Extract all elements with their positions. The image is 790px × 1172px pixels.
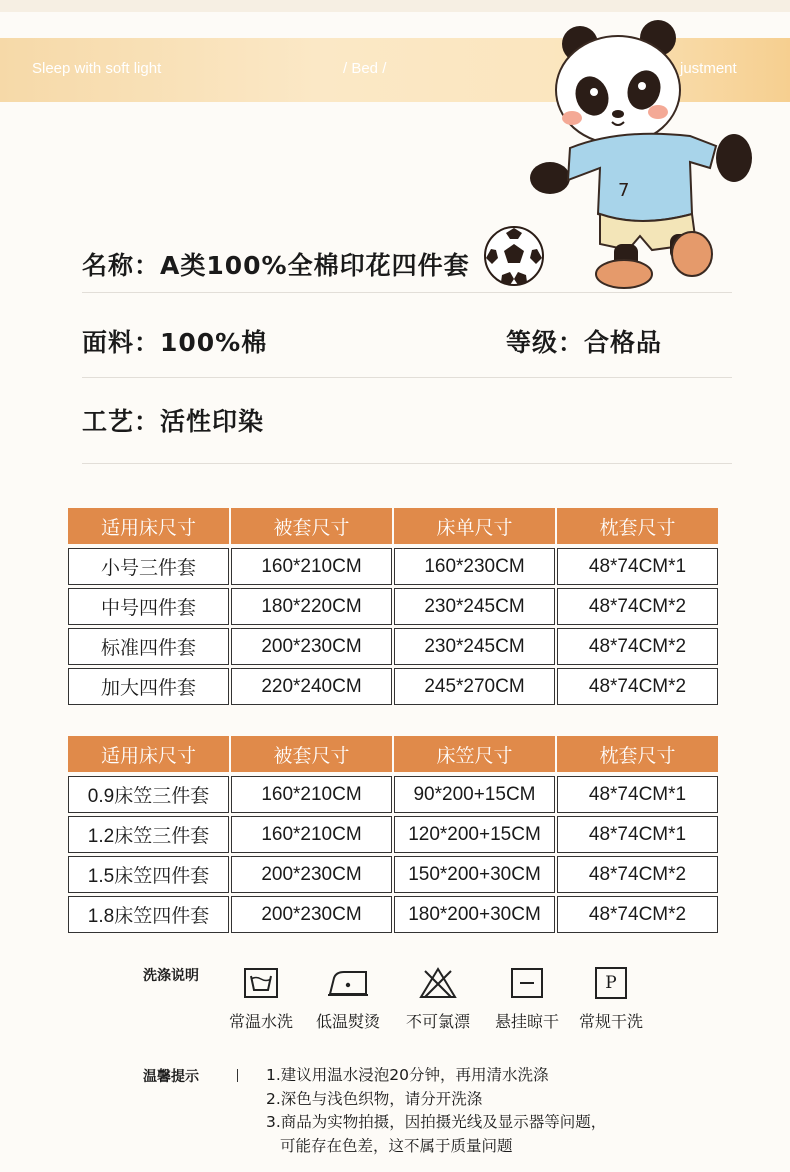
table-row	[68, 548, 718, 585]
tip-line: 3.商品为实物拍摄，因拍摄光线及显示器等问题，	[266, 1113, 607, 1131]
table-cell: 160*230CM	[394, 548, 555, 585]
table-header-cell: 床单尺寸	[394, 508, 555, 548]
table-cell: 48*74CM*2	[557, 628, 718, 665]
table-row	[68, 856, 718, 893]
tip-line: 1.建议用温水浸泡20分钟，再用清水洗涤	[266, 1066, 549, 1084]
table-cell: 160*210CM	[231, 776, 392, 813]
wash-item	[308, 965, 388, 1032]
tips-list	[266, 1064, 606, 1158]
table-cell: 180*200+30CM	[394, 896, 555, 933]
wash-label: 不可氯漂	[405, 1012, 470, 1031]
table-cell: 150*200+30CM	[394, 856, 555, 893]
table-header-cell: 枕套尺寸	[557, 508, 718, 548]
table-cell: 230*245CM	[394, 588, 555, 625]
wash-label: 常温水洗	[228, 1012, 293, 1031]
table-cell: 48*74CM*2	[557, 856, 718, 893]
wash-item	[221, 965, 301, 1032]
wash-item	[487, 965, 567, 1032]
divider	[82, 463, 732, 464]
tip-line: 可能存在色差，这不属于质量问题	[280, 1136, 513, 1155]
table-cell: 160*210CM	[231, 816, 392, 853]
banner-middle-text: / Bed /	[343, 60, 387, 77]
table-cell: 48*74CM*2	[557, 896, 718, 933]
table-cell: 245*270CM	[394, 668, 555, 705]
svg-text:7: 7	[618, 180, 630, 201]
table-cell: 1.5床笠四件套	[68, 856, 229, 893]
table-header-cell: 被套尺寸	[231, 736, 392, 776]
wash-label: 常规干洗	[578, 1012, 643, 1031]
top-strip	[0, 0, 790, 12]
panda-mascot-illustration	[520, 18, 760, 298]
wash-label: 悬挂晾干	[494, 1012, 559, 1031]
product-fabric: 面料：100%棉	[82, 328, 268, 357]
table-cell: 0.9床笠三件套	[68, 776, 229, 813]
dry-clean-glyph: P	[595, 967, 627, 999]
table-cell: 200*230CM	[231, 628, 392, 665]
divider	[82, 377, 732, 378]
table-cell: 小号三件套	[68, 548, 229, 585]
table-row	[68, 588, 718, 625]
iron-low-icon	[308, 965, 388, 1001]
divider	[82, 292, 732, 293]
table-cell: 200*230CM	[231, 856, 392, 893]
washing-title: 洗涤说明	[143, 968, 199, 984]
table-row	[68, 816, 718, 853]
table-cell: 180*220CM	[231, 588, 392, 625]
table-cell: 48*74CM*1	[557, 776, 718, 813]
table-cell: 标准四件套	[68, 628, 229, 665]
table-row	[68, 896, 718, 933]
wash-item	[571, 965, 651, 1032]
table-cell: 48*74CM*1	[557, 816, 718, 853]
tip-line: 2.深色与浅色织物，请分开洗涤	[266, 1089, 483, 1108]
table-header-cell: 被套尺寸	[231, 508, 392, 548]
banner-left-text: Sleep with soft light	[32, 60, 162, 77]
dry-clean-icon	[571, 965, 651, 1001]
table-cell: 200*230CM	[231, 896, 392, 933]
table-cell: 48*74CM*2	[557, 588, 718, 625]
size-table-fitted	[66, 736, 720, 933]
table-row	[68, 628, 718, 665]
table-cell: 加大四件套	[68, 668, 229, 705]
banner-right-text: justment	[680, 60, 737, 77]
table-cell: 230*245CM	[394, 628, 555, 665]
table-cell: 1.8床笠四件套	[68, 896, 229, 933]
table-cell: 48*74CM*2	[557, 668, 718, 705]
product-name: 名称：A类100%全棉印花四件套	[82, 251, 470, 280]
table-row	[68, 668, 718, 705]
table-cell: 120*200+15CM	[394, 816, 555, 853]
wash-tub-icon	[221, 965, 301, 1001]
no-bleach-icon	[398, 965, 478, 1001]
table-row	[68, 776, 718, 813]
table-header-cell: 床笠尺寸	[394, 736, 555, 776]
table-header-cell: 适用床尺寸	[68, 736, 229, 776]
table-header-cell: 枕套尺寸	[557, 736, 718, 776]
tips-title: 温馨提示	[143, 1069, 199, 1085]
line-dry-icon	[487, 965, 567, 1001]
table-cell: 220*240CM	[231, 668, 392, 705]
product-grade: 等级：合格品	[506, 328, 663, 357]
table-header-row	[68, 736, 718, 776]
wash-label: 低温熨烫	[315, 1012, 380, 1031]
tips-divider	[237, 1069, 238, 1082]
product-craft: 工艺：活性印染	[82, 407, 265, 436]
size-table-sheet	[66, 508, 720, 705]
wash-item	[398, 965, 478, 1032]
table-cell: 90*200+15CM	[394, 776, 555, 813]
table-cell: 1.2床笠三件套	[68, 816, 229, 853]
table-cell: 中号四件套	[68, 588, 229, 625]
soccer-ball-icon	[482, 224, 546, 288]
table-header-row	[68, 508, 718, 548]
table-cell: 48*74CM*1	[557, 548, 718, 585]
table-header-cell: 适用床尺寸	[68, 508, 229, 548]
table-cell: 160*210CM	[231, 548, 392, 585]
